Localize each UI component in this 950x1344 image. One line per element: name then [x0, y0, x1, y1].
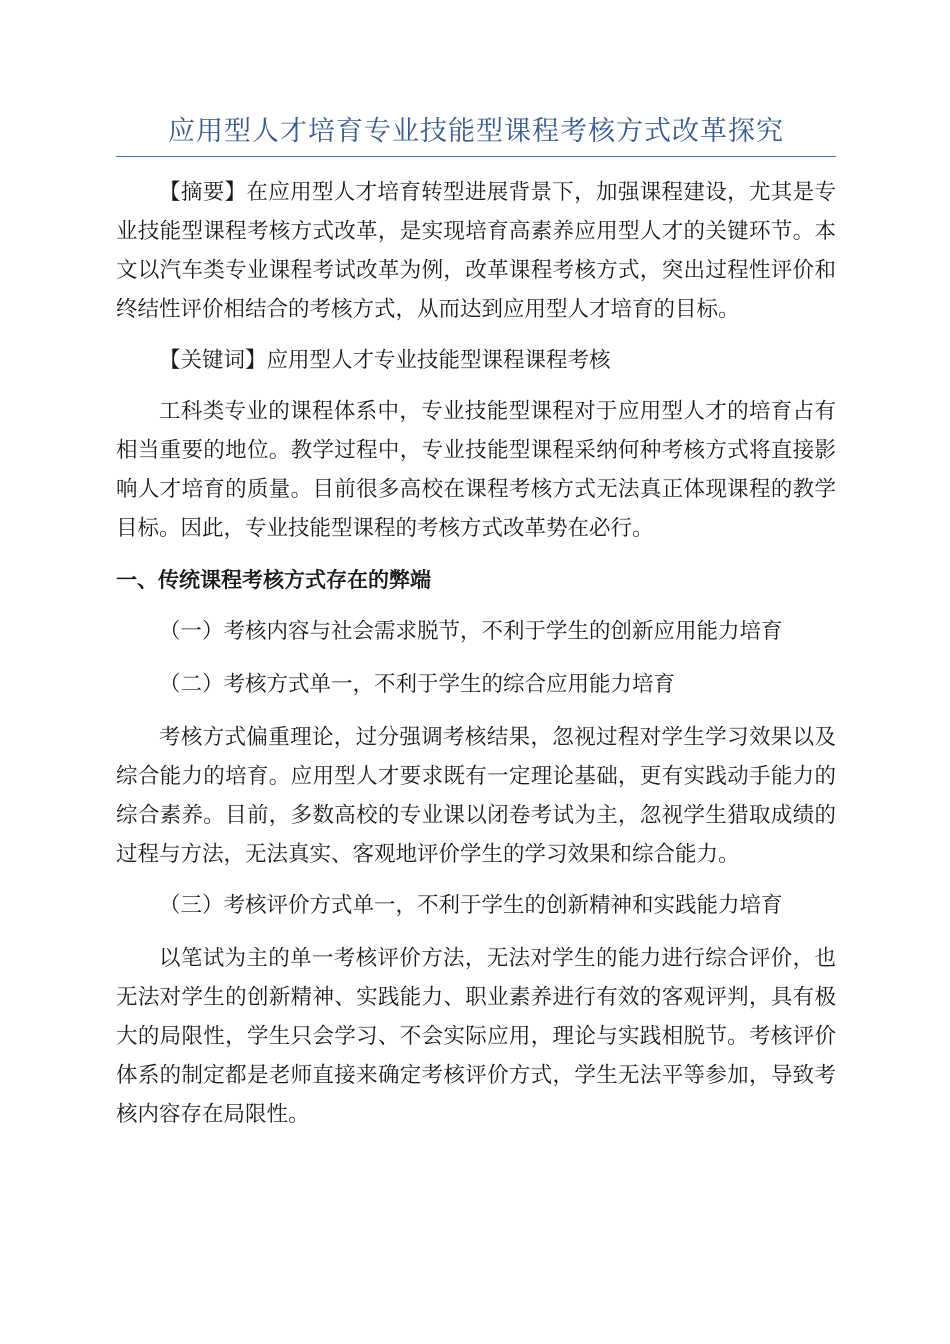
subheading-1: （一）考核内容与社会需求脱节，不利于学生的创新应用能力培育 [159, 619, 783, 644]
title-underline [116, 156, 836, 157]
body-paragraph-3: 以笔试为主的单一考核评价方法，无法对学生的能力进行综合评价，也无法对学生的创新精神、实践能力、职业素养进行有效的客观评判，具有极大的局限性，学生只会学习、不会实际应用，理论与实践相脱节。考核评价体系的制定都是老师直接来确定考核评价方式，学生无法平等参加，导致考核内容存在局限性。 [116, 946, 836, 1127]
keywords-paragraph: 【关键词】应用型人才专业技能型课程课程考核 [159, 348, 611, 373]
subheading-2: （二）考核方式单一，不利于学生的综合应用能力培育 [159, 672, 676, 697]
document-page [116, 110, 836, 1146]
body-paragraph-2: 考核方式偏重理论，过分强调考核结果，忽视过程对学生学习效果以及综合能力的培育。应用型人才要求既有一定理论基础，更有实践动手能力的综合素养。目前，多数高校的专业课以闭卷考试为主，忽视学生猎取成绩的过程与方法，无法真实、客观地评价学生的学习效果和综合能力。 [116, 725, 836, 867]
intro-paragraph: 工科类专业的课程体系中，专业技能型课程对于应用型人才的培育占有相当重要的地位。教学过程中，专业技能型课程采纳何种考核方式将直接影响人才培育的质量。目前很多高校在课程考核方式无法真正体现课程的教学目标。因此，专业技能型课程的考核方式改革势在必行。 [116, 399, 836, 541]
section-heading: 一、传统课程考核方式存在的弊端 [116, 568, 431, 592]
document-title: 应用型人才培育专业技能型课程考核方式改革探究 [168, 116, 784, 147]
abstract-paragraph: 【摘要】在应用型人才培育转型进展背景下，加强课程建设，尤其是专业技能型课程考核方式改革，是实现培育高素养应用型人才的关键环节。本文以汽车类专业课程考试改革为例，改革课程考核方式，突出过程性评价和终结性评价相结合的考核方式，从而达到应用型人才培育的目标。 [116, 180, 836, 322]
subheading-3: （三）考核评价方式单一，不利于学生的创新精神和实践能力培育 [159, 893, 783, 918]
